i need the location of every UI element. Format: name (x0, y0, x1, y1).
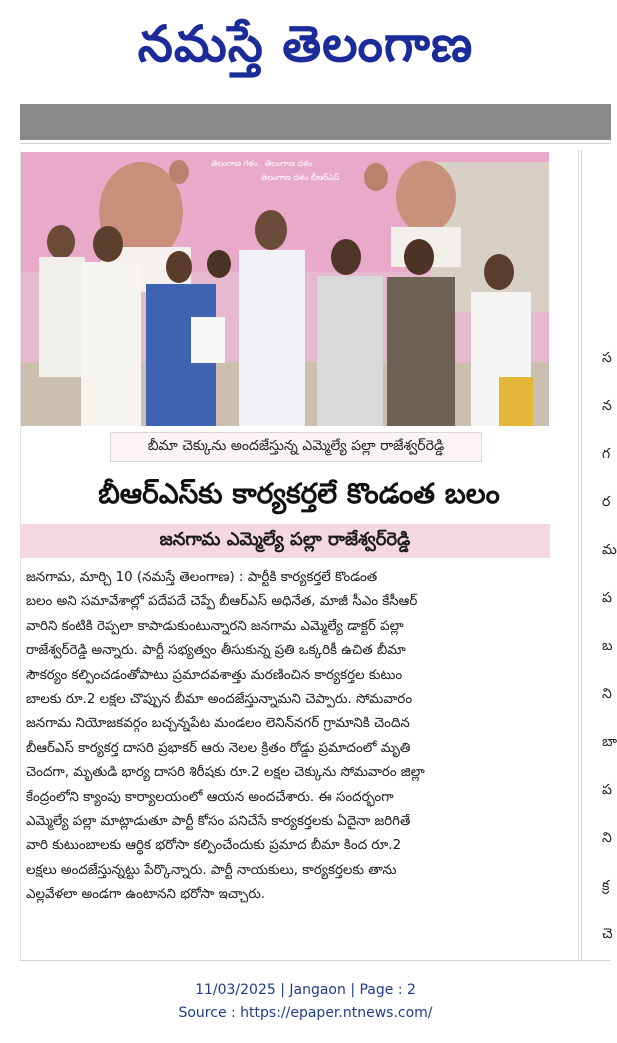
body-line: చెందగా, మృతుడి భార్య దాసరి శిరీషకు రూ.2 లక్షల చెక్కును సోమవారం జిల్లా (26, 765, 425, 781)
side-fragment: గ (602, 446, 611, 462)
side-fragment: ప (602, 590, 612, 606)
banner-text-1: తెలంగాణ గళం.. తెలంగాణ దళం (211, 159, 313, 168)
side-fragment: మ (602, 542, 617, 558)
side-fragment: బా (602, 734, 617, 750)
header-bar (20, 104, 611, 140)
footer-date-edition: 11/03/2025 | Jangaon | Page : 2 (195, 982, 416, 998)
side-fragment: క్ర (602, 878, 610, 894)
side-fragment: స (602, 350, 612, 366)
photo-caption: బీమా చెక్కును అందజేస్తున్న ఎమ్మెల్యే పల్లా రాజేశ్వర్‌రెడ్డి (110, 432, 482, 462)
body-line: ఎల్లవేళలా అండగా ఉంటానని భరోసా ఇచ్చారు. (26, 887, 266, 903)
body-line: జనగామ నియోజకవర్గం బచ్చన్నపేట మండలం లెనిన్‌నగర్ గ్రామానికి చెందిన (26, 716, 410, 732)
body-line: వారిని కంటికి రెప్పలా కాపాడుకుంటున్నారని జనగామ ఎమ్మెల్యే డాక్టర్ పల్లా (26, 618, 404, 634)
divider (20, 143, 611, 144)
body-line: కేంద్రంలోని క్యాంపు కార్యాలయంలో ఆయన అందచేశారు. ఈ సందర్భంగా (26, 789, 394, 805)
news-photo (21, 152, 549, 426)
body-line: ఎమ్మెల్యే పల్లా మాట్లాడుతూ పార్టీ కోసం పనిచేసే కార్యకర్తలకు ఏదైనా జరిగితే (26, 814, 411, 830)
photo-illustration (21, 152, 549, 426)
side-fragment: ర (602, 494, 611, 510)
side-fragment: బ (602, 638, 613, 654)
masthead-title: నమస్తే తెలంగాణ (137, 14, 474, 73)
footer-source: Source : https://epaper.ntnews.com/ (178, 1005, 433, 1021)
side-fragment: ని (602, 686, 612, 702)
body-line: సౌకర్యం కల్పించడంతోపాటు ప్రమాదవశాత్తు మరణించిన కార్యకర్తల కుటుం (26, 667, 403, 683)
side-fragment: ప (602, 782, 612, 798)
banner-text-2: తెలంగాణ దళం బీఆర్ఎస్ (261, 173, 340, 182)
article-headline: బీఆర్ఎస్‌కు కార్యకర్తలే కొండంత బలం (98, 477, 500, 510)
body-line: జనగామ, మార్చి 10 (నమస్తే తెలంగాణ) : పార్టీకి కార్యకర్తలే కొండంత (26, 570, 378, 585)
body-line: బలం అని సమావేశాల్లో పదేపదే చెప్పే బీఆర్ఎస్ అధినేత, మాజీ సీఎం కేసీఆర్ (26, 594, 418, 610)
article-subheadline: జనగామ ఎమ్మెల్యే పల్లా రాజేశ్వర్‌రెడ్డి (20, 524, 550, 558)
adjacent-article-fragment (581, 150, 617, 960)
divider (20, 960, 611, 961)
side-fragment: ని (602, 830, 612, 846)
body-line: బీఆర్ఎస్ కార్యకర్త దాసరి ప్రభాకర్ ఆరు నెలల క్రితం రోడ్డు ప్రమాదంలో మృతి (26, 740, 411, 756)
side-fragment: చె (602, 926, 613, 942)
side-fragment: న (602, 398, 612, 414)
article-body (26, 566, 554, 908)
column-divider-right (578, 150, 579, 960)
body-line: బాలకు రూ.2 లక్షల చొప్పున బీమా అందజేస్తున్నామని చెప్పారు. సోమవారం (26, 692, 413, 708)
newspaper-masthead (0, 0, 611, 100)
body-line: లక్షలు అందజేస్తున్నట్టు పేర్కొన్నారు. పార్టీ నాయకులు, కార్యకర్తలకు తాను (26, 862, 397, 878)
body-line: వారి కుటుంబాలకు ఆర్థిక భరోసా కల్పించేందుకు ప్రమాద బీమా కింద రూ.2 (26, 838, 402, 854)
body-line: రాజేశ్వర్‌రెడ్డి అన్నారు. పార్టీ సభ్యత్వం తీసుకున్న ప్రతి ఒక్కరికీ ఉచిత బీమా (26, 643, 406, 659)
